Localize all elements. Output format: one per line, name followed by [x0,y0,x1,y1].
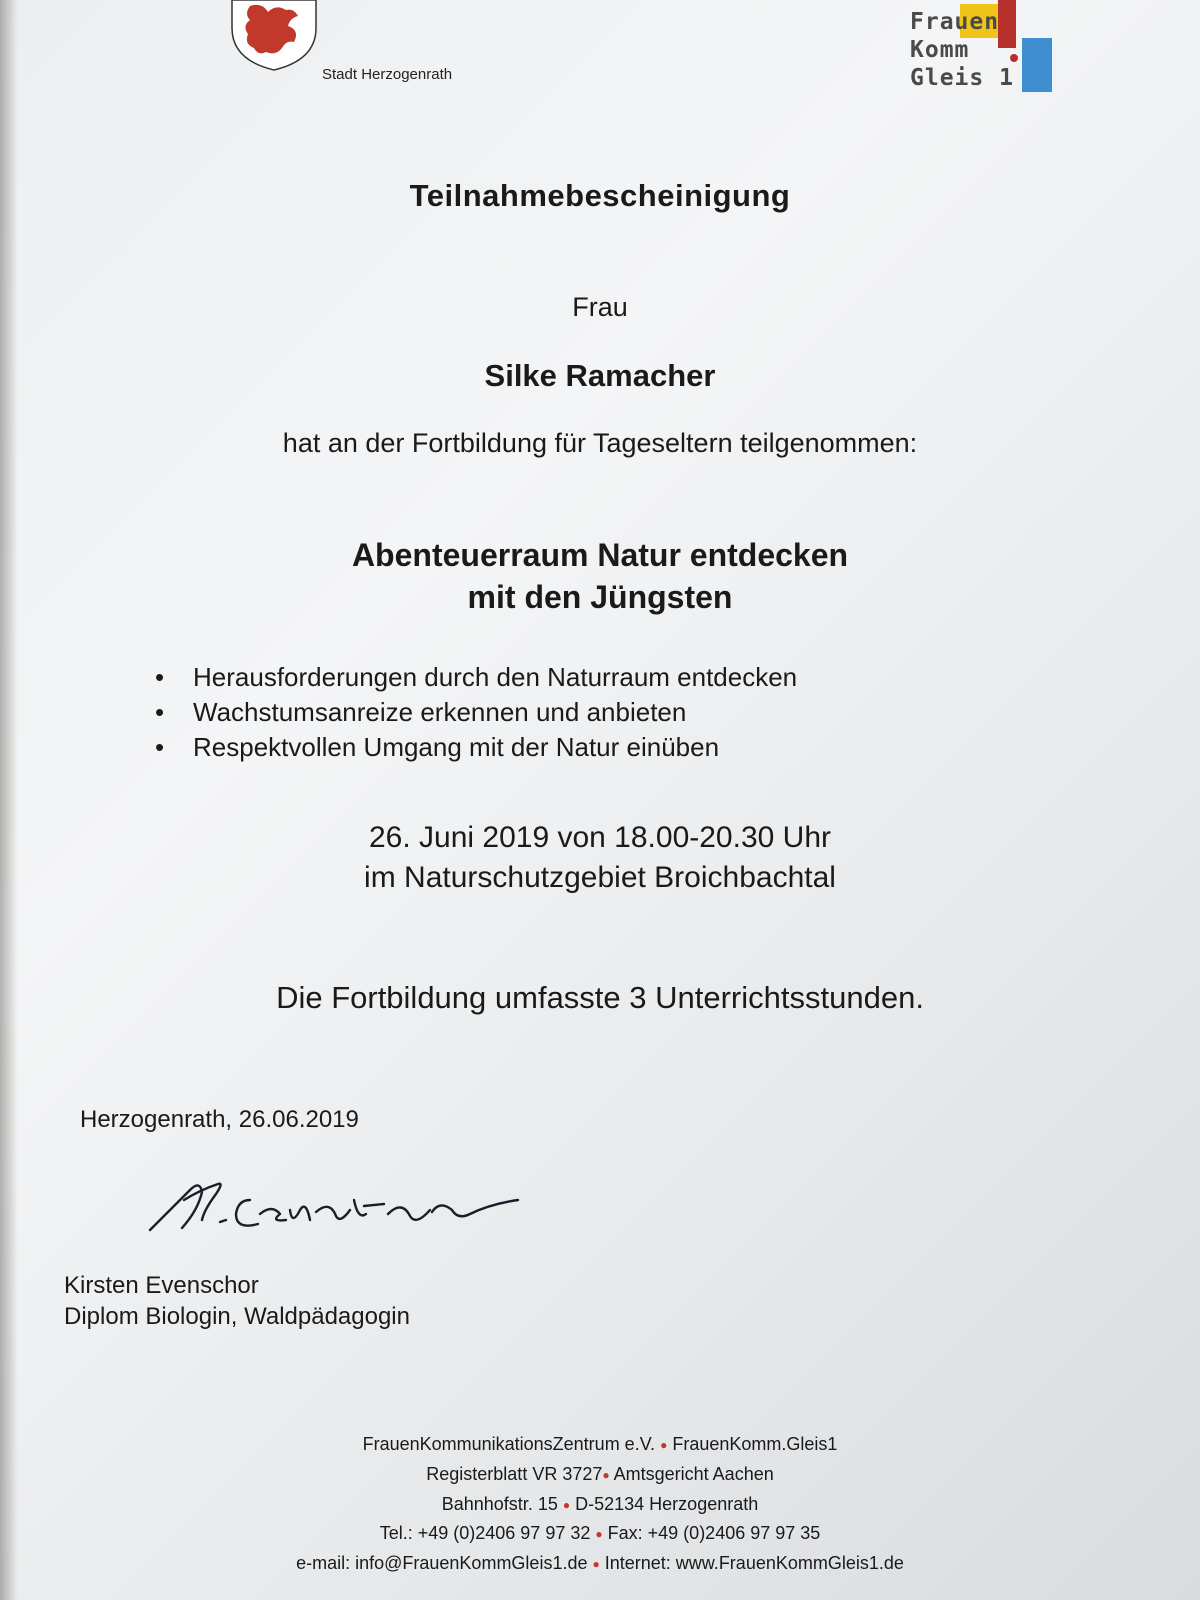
separator-dot-icon: ● [595,1527,603,1541]
handwritten-signature [140,1170,540,1260]
footer-text: FrauenKommunikationsZentrum e.V. [362,1434,656,1454]
separator-dot-icon: ● [602,1467,610,1482]
footer-website: Internet: www.FrauenKommGleis1.de [604,1553,904,1573]
footer-fax: Fax: +49 (0)2406 97 97 35 [607,1523,821,1544]
date-line-2: im Naturschutzgebiet Broichbachtal [364,861,836,894]
salutation: Frau [572,292,628,322]
course-date [0,818,1200,898]
separator-dot-icon: ● [562,1497,571,1512]
certificate-title: Teilnahmebescheinigung [409,178,791,213]
signer-block [64,1270,410,1332]
footer-line-5 [0,1549,1200,1579]
city-crest-icon [228,0,320,72]
signer-title: Diplom Biologin, Waldpädagogin [64,1303,410,1330]
separator-dot-icon: ● [660,1437,668,1452]
list-item: • Herausforderungen durch den Naturraum entdecken [155,660,797,695]
footer-phone: Tel.: +49 (0)2406 97 97 32 [379,1523,591,1544]
logo-line-1: Frauen [910,9,1000,35]
course-title-line-1: Abenteuerraum Natur entdecken [351,537,849,573]
place-and-date: Herzogenrath, 26.06.2019 [80,1106,359,1133]
course-topics [155,660,797,765]
participant-name: Silke Ramacher [484,358,716,393]
paper-edge-shadow [0,0,18,1600]
footer-email: e-mail: info@FrauenKommGleis1.de [296,1553,588,1573]
logo-dot [1010,54,1018,62]
logo-red-block [998,0,1016,48]
date-line-1: 26. Juni 2019 von 18.00-20.30 Uhr [369,821,831,854]
list-item: • Respektvollen Umgang mit der Natur einüben [155,730,797,765]
footer-line-4 [0,1519,1200,1549]
course-title-line-2: mit den Jüngsten [467,579,733,615]
signer-name: Kirsten Evenschor [64,1272,259,1299]
logo-blue-block [1022,38,1052,92]
frauenkomm-logo [910,0,1060,100]
footer-text: Amtsgericht Aachen [613,1463,774,1484]
intro-text: hat an der Fortbildung für Tageseltern teilgenommen: [282,428,918,458]
teaching-units: Die Fortbildung umfasste 3 Unterrichtsstunden. [276,980,924,1015]
separator-dot-icon: ● [592,1556,600,1571]
footer-line-3 [0,1490,1200,1520]
footer-text: FrauenKomm.Gleis1 [672,1434,838,1454]
footer-line-2 [0,1460,1200,1490]
footer-line-1 [0,1430,1200,1460]
footer-address [0,1430,1200,1579]
footer-text: Bahnhofstr. 15 [441,1493,558,1514]
list-item: • Wachstumsanreize erkennen und anbieten [155,695,797,730]
logo-line-2: Komm [910,37,970,63]
logo-line-3: Gleis 1 [910,65,1014,91]
footer-text: D-52134 Herzogenrath [575,1493,759,1514]
city-name: Stadt Herzogenrath [322,66,453,83]
course-title [0,534,1200,618]
footer-text: Registerblatt VR 3727 [426,1463,603,1484]
